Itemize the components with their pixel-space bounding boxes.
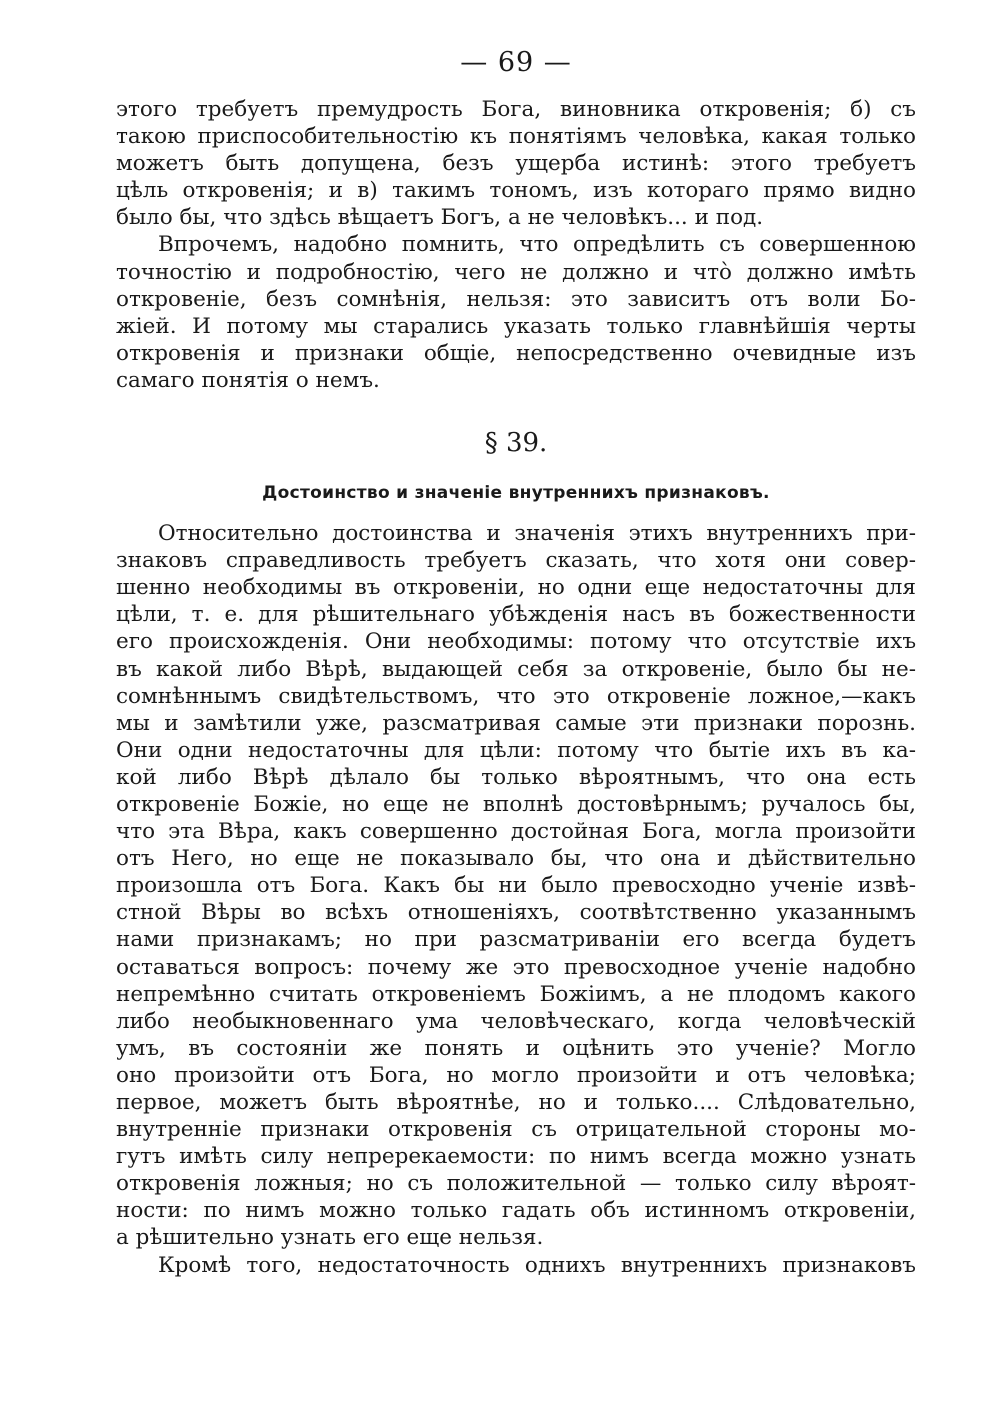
text-line: откровеніе Божіе, но еще не вполнѣ достовѣрнымъ; ручалось бы, bbox=[116, 791, 916, 817]
text-line: внутренніе признаки откровенія съ отрицательной стороны мо- bbox=[116, 1117, 916, 1143]
text-line: откровенія и признаки общіе, непосредственно очевидные изъ bbox=[116, 340, 916, 366]
text-line: знаковъ справедливость требуетъ сказать, что хотя они совер- bbox=[116, 548, 916, 574]
text-line: либо необыкновеннаго ума человѣческаго, когда человѣческій bbox=[116, 1008, 916, 1034]
text-line: оставаться вопросъ: почему же это превосходное ученіе надобно bbox=[116, 954, 916, 980]
text-line: этого требуетъ премудрость Бога, виновника откровенія; б) съ bbox=[116, 97, 916, 122]
paragraph-2 bbox=[116, 231, 916, 394]
text-line: стной Вѣры во всѣхъ отношеніяхъ, соотвѣтственно указаннымъ bbox=[116, 900, 916, 926]
book-page bbox=[116, 48, 916, 1279]
page-number: — 69 — bbox=[460, 47, 572, 78]
text-line: сомнѣннымъ свидѣтельствомъ, что это откровеніе ложное,—какъ bbox=[116, 683, 916, 709]
text-line: умъ, въ состояніи же понять и оцѣнить это ученіе? Могло bbox=[116, 1035, 916, 1061]
text-line: кой либо Вѣрѣ дѣлало бы только вѣроятнымъ, что она есть bbox=[116, 764, 916, 790]
text-line: отъ Него, но еще не показывало бы, что она и дѣйствительно bbox=[116, 846, 916, 872]
text-line: непремѣнно считать откровеніемъ Божіимъ, а не плодомъ какого bbox=[116, 981, 916, 1007]
text-line: его происхожденія. Они необходимы: потому что отсутствіе ихъ bbox=[116, 629, 916, 655]
text-line: а рѣшительно узнать его еще нельзя. bbox=[116, 1225, 544, 1251]
text-line: откровенія ложныя; но съ положительной — только силу вѣроят- bbox=[116, 1171, 916, 1197]
text-line: было бы, что здѣсь вѣщаетъ Богъ, а не человѣкъ... и под. bbox=[116, 205, 764, 231]
text-line: шенно необходимы въ откровеніи, но одни еще недостаточны для bbox=[116, 575, 916, 601]
text-line: цѣль откровенія; и в) такимъ тономъ, изъ котораго прямо видно bbox=[116, 178, 916, 204]
paragraph-1 bbox=[116, 96, 916, 231]
text-line: гутъ имѣть силу непререкаемости: по нимъ всегда можно узнать bbox=[116, 1144, 916, 1170]
text-line: Кромѣ того, недостаточность однихъ внутреннихъ признаковъ bbox=[158, 1252, 916, 1278]
text-line: жіей. И потому мы старались указать только главнѣйшія черты bbox=[116, 313, 916, 339]
text-line: Относительно достоинства и значенія этихъ внутреннихъ при- bbox=[158, 521, 916, 547]
text-line: первое, можетъ быть вѣроятнѣе, но и только.... Слѣдовательно, bbox=[116, 1090, 916, 1115]
text-line: произошла отъ Бога. Какъ бы ни было превосходно ученіе извѣ- bbox=[116, 873, 916, 899]
text-line: Впрочемъ, надобно помнить, что опредѣлить съ совершенною bbox=[158, 232, 916, 258]
text-line: оно произойти отъ Бога, но могло произойти и отъ человѣка; bbox=[116, 1062, 916, 1088]
text-line: что эта Вѣра, какъ совершенно достойная Бога, могла произойти bbox=[116, 819, 916, 845]
section-heading: Достоинство и значеніе внутреннихъ признаковъ. bbox=[262, 483, 770, 504]
text-line: Они одни недостаточны для цѣли: потому что бытіе ихъ въ ка- bbox=[116, 737, 916, 763]
text-line: такою приспособительностію къ понятіямъ человѣка, какая только bbox=[116, 124, 916, 150]
paragraph-4 bbox=[116, 1252, 916, 1279]
section-number: § 39. bbox=[484, 428, 548, 459]
paragraph-3 bbox=[116, 520, 916, 1252]
text-line: въ какой либо Вѣрѣ, выдающей себя за откровеніе, было бы не- bbox=[116, 656, 916, 682]
text-line: мы и замѣтили уже, разсматривая самые эти признаки порознь. bbox=[116, 710, 916, 736]
text-line: откровеніе, безъ сомнѣнія, нельзя: это зависитъ отъ воли Бо- bbox=[116, 286, 916, 312]
text-line: нами признакамъ; но при разсматриваніи его всегда будетъ bbox=[116, 927, 916, 953]
text-line: точностію и подробностію, чего не должно и что̀ должно имѣть bbox=[116, 259, 916, 285]
text-line: ности: по нимъ можно только гадать объ истинномъ откровеніи, bbox=[116, 1198, 916, 1224]
text-line: самаго понятія о немъ. bbox=[116, 367, 380, 393]
text-line: можетъ быть допущена, безъ ущерба истинѣ: этого требуетъ bbox=[116, 151, 916, 177]
text-line: цѣли, т. е. для рѣшительнаго убѣжденія насъ въ божественности bbox=[116, 602, 916, 628]
